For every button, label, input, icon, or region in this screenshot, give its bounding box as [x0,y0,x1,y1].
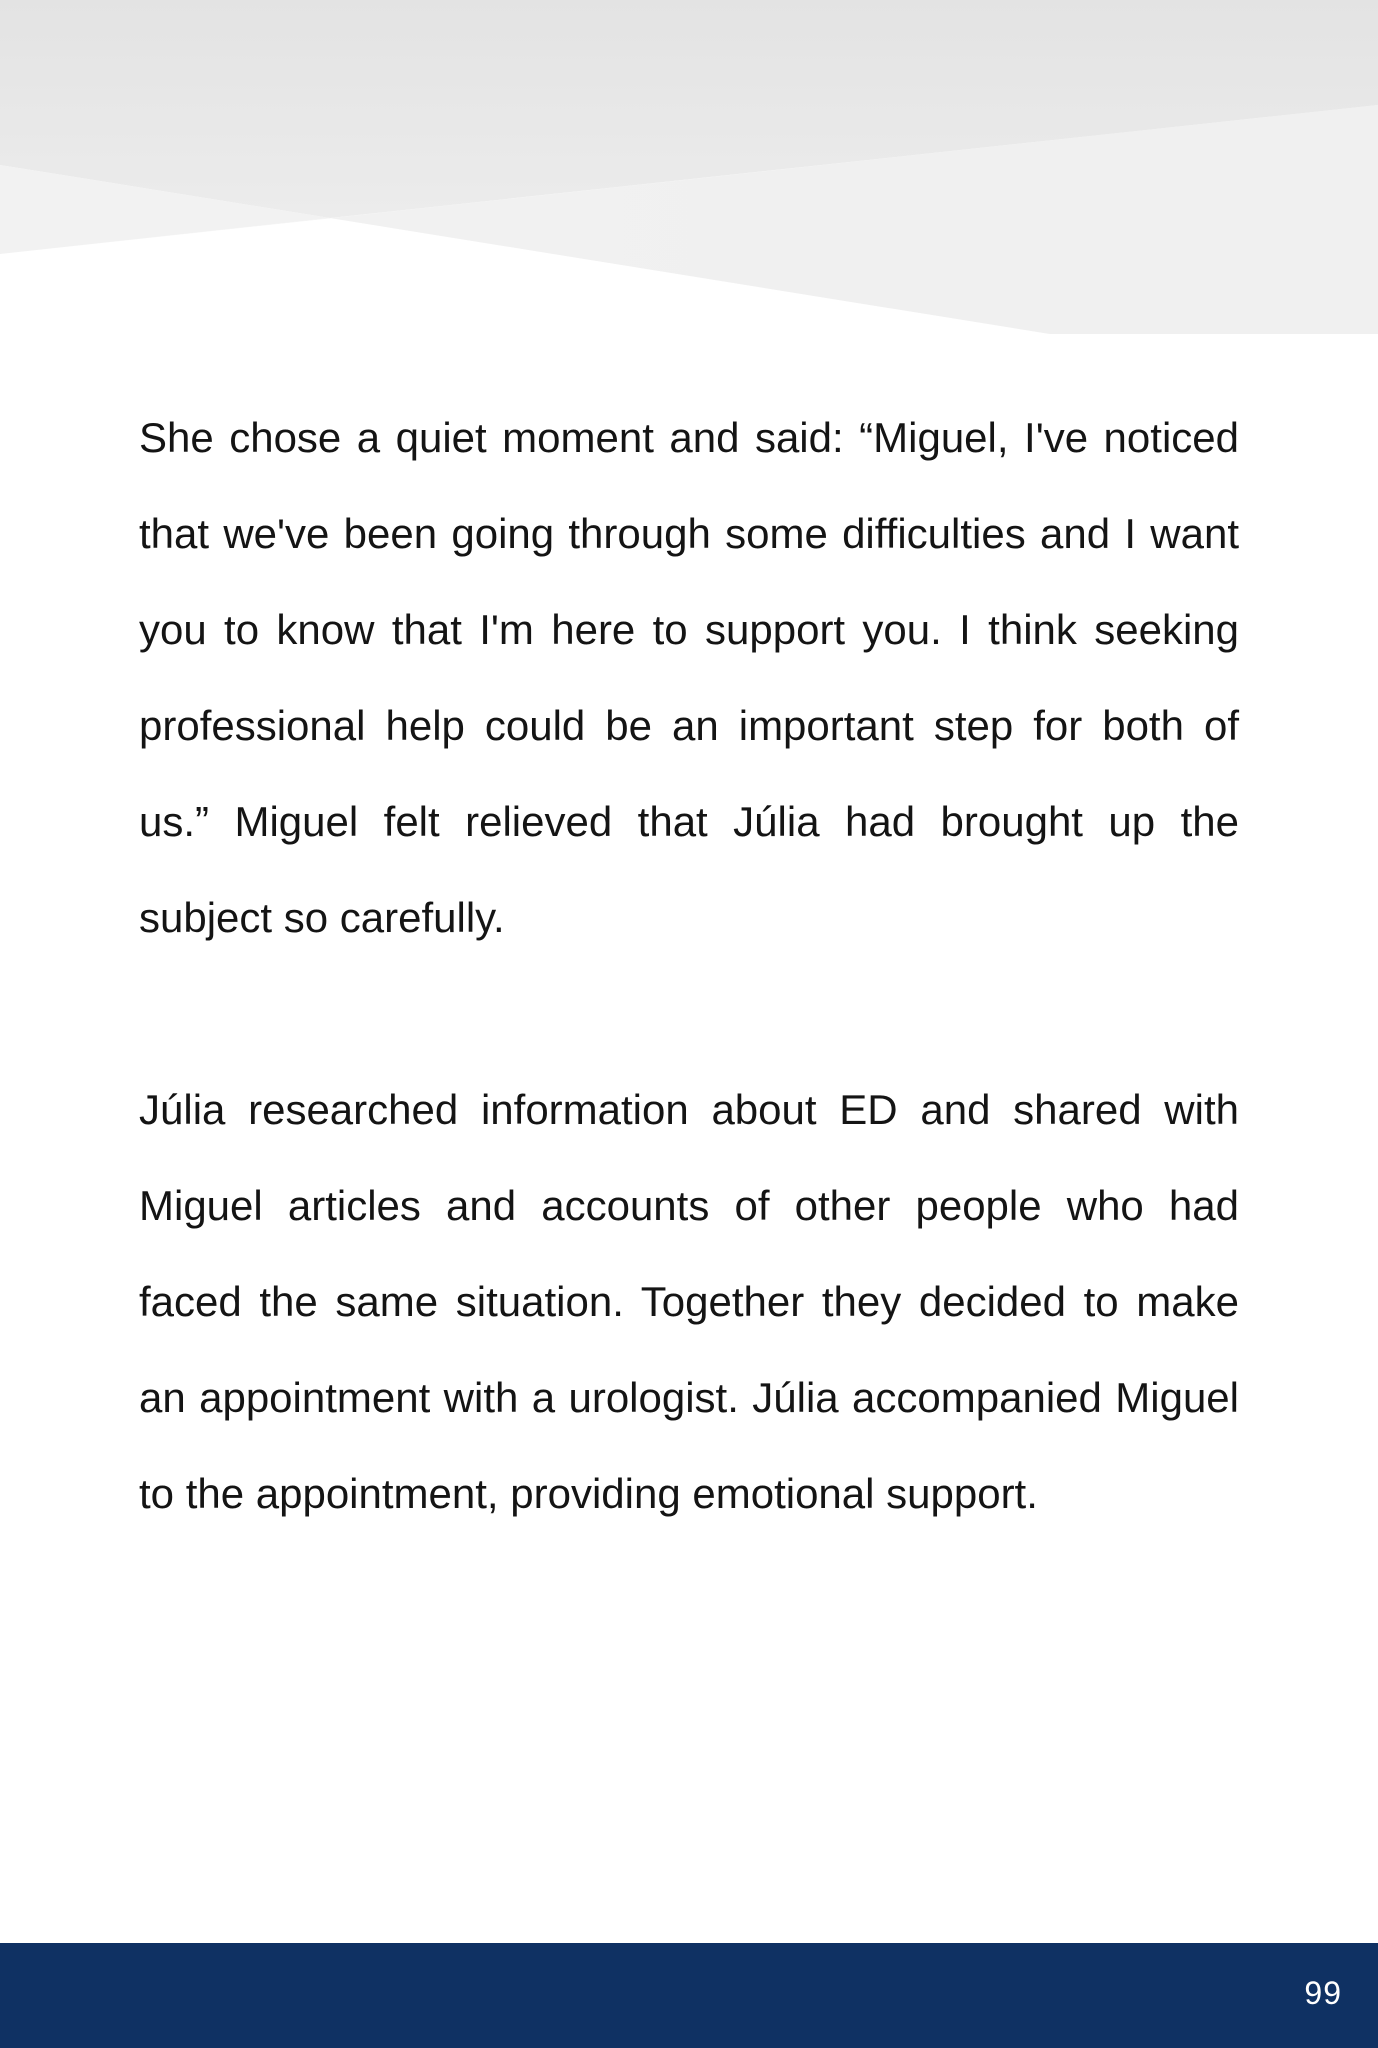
paragraph: She chose a quiet moment and said: “Miguel, I've noticed that we've been going through some difficulties and I want you to know that I'm here to support you. I think seeking professional help could be an important step for both of us.” Miguel felt relieved that Júlia had brought up the subject so carefully. [139,414,1239,941]
paragraph: Júlia researched information about ED and shared with Miguel articles and accounts of other people who had faced the same situation. Together they decided to make an appointment with a urologist. Júlia accompanied Miguel to the appointment, providing emotional support. [139,1086,1239,1517]
page-number: 99 [1304,1975,1342,2011]
header-decoration [0,0,1378,340]
body-text [139,390,1239,1542]
footer-bar [0,1943,1378,2048]
